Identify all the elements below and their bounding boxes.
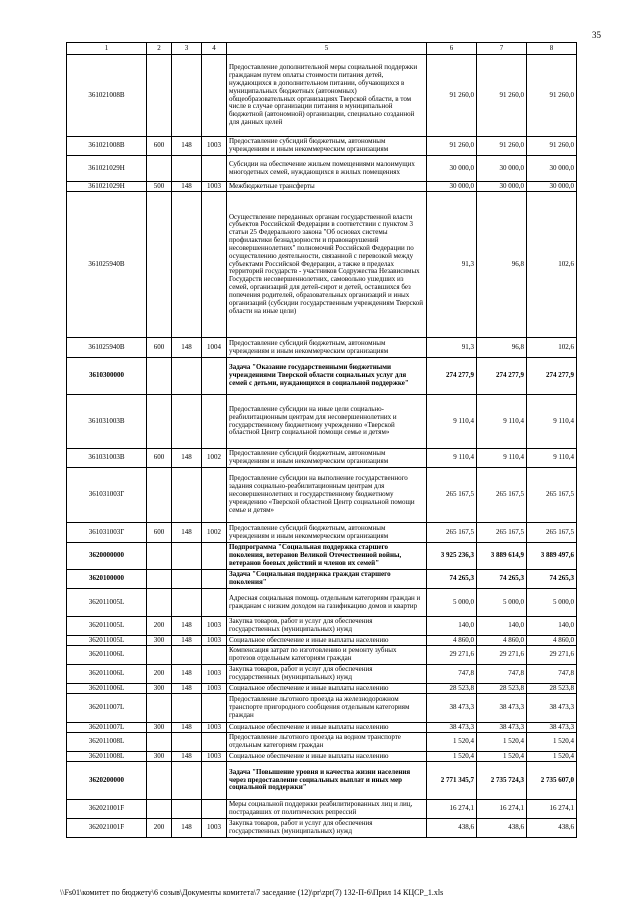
amount-year-3-cell: 38 473,3 bbox=[527, 694, 577, 723]
table-row bbox=[67, 723, 577, 733]
table-row bbox=[67, 646, 577, 665]
description-cell: Предоставление дополнительной меры социальной поддержки гражданам путем оплаты стоимости питания детей, нуждающихся в дополнительном питании, обучающихся в муниципальных бюджетных (автономных) общеобразовательных организациях Тверской области, в том числе в случае организации питания в муниципальной бюджетной (автономной) организации, специально созданной для данных целей bbox=[227, 55, 427, 137]
classification-code-cell: 361021008B bbox=[67, 55, 147, 137]
section-code-cell: 1002 bbox=[202, 449, 227, 468]
description-cell: Предоставление субсидий бюджетным, автономным учреждениям и иным некоммерческим организациям bbox=[227, 449, 427, 468]
amount-year-1-cell: 9 110,4 bbox=[427, 395, 477, 449]
description-cell: Предоставление субсидии на иные цели социально-реабилитационным центрам для несовершеннолетних и государственному бюджетному учреждению «Тверской областной Центр социальной помощи семье и детям» bbox=[227, 395, 427, 449]
amount-year-1-cell: 16 274,1 bbox=[427, 800, 477, 819]
header-col-8: 8 bbox=[527, 43, 577, 55]
department-code-cell: 148 bbox=[172, 684, 202, 694]
description-cell: Задача "Повышение уровня и качества жизни населения через предоставление социальных выплат и иных мер социальной поддержки" bbox=[227, 762, 427, 800]
amount-year-3-cell: 1 520,4 bbox=[527, 733, 577, 752]
expense-type-cell bbox=[147, 570, 172, 589]
section-code-cell: 1003 bbox=[202, 665, 227, 684]
amount-year-2-cell: 29 271,6 bbox=[477, 646, 527, 665]
amount-year-3-cell: 9 110,4 bbox=[527, 449, 577, 468]
amount-year-1-cell: 265 167,5 bbox=[427, 523, 477, 543]
amount-year-3-cell: 438,6 bbox=[527, 819, 577, 838]
description-cell: Предоставление субсидий бюджетным, автономным учреждениям и иным некоммерческим организациям bbox=[227, 523, 427, 543]
description-cell: Предоставление субсидии на выполнение государственного задания социально-реабилитационным центрам для несовершеннолетних и государственному бюджетному учреждению «Тверской областной Центр социальной помощи семье и детям» bbox=[227, 468, 427, 523]
file-path-footer: \\Fs01\комитет по бюджету\6 созыв\Документы комитета\7 заседание (12)\pr\zpr(7) 132-П-6\Прил 14 КЦСР_1.xls bbox=[60, 888, 444, 897]
table-row bbox=[67, 543, 577, 570]
department-code-cell bbox=[172, 800, 202, 819]
classification-code-cell: 362011008L bbox=[67, 752, 147, 762]
header-col-2: 2 bbox=[147, 43, 172, 55]
department-code-cell bbox=[172, 395, 202, 449]
classification-code-cell: 362011005L bbox=[67, 589, 147, 617]
amount-year-1-cell: 265 167,5 bbox=[427, 468, 477, 523]
amount-year-2-cell: 96,8 bbox=[477, 338, 527, 358]
classification-code-cell: 3620000000 bbox=[67, 543, 147, 570]
amount-year-2-cell: 9 110,4 bbox=[477, 395, 527, 449]
amount-year-2-cell: 2 735 724,3 bbox=[477, 762, 527, 800]
amount-year-2-cell: 265 167,5 bbox=[477, 468, 527, 523]
amount-year-1-cell: 29 271,6 bbox=[427, 646, 477, 665]
table-row bbox=[67, 733, 577, 752]
department-code-cell: 148 bbox=[172, 338, 202, 358]
amount-year-1-cell: 38 473,3 bbox=[427, 723, 477, 733]
header-col-3: 3 bbox=[172, 43, 202, 55]
description-cell: Субсидии на обеспечение жильем помещениями малоимущих многодетных семей, нуждающихся в жилых помещениях bbox=[227, 156, 427, 182]
department-code-cell: 148 bbox=[172, 723, 202, 733]
header-col-6: 6 bbox=[427, 43, 477, 55]
expense-type-cell: 600 bbox=[147, 338, 172, 358]
table-row bbox=[67, 468, 577, 523]
table-row bbox=[67, 192, 577, 338]
amount-year-2-cell: 28 523,8 bbox=[477, 684, 527, 694]
department-code-cell bbox=[172, 192, 202, 338]
table-row bbox=[67, 137, 577, 156]
expense-type-cell: 300 bbox=[147, 684, 172, 694]
classification-code-cell: 361021029H bbox=[67, 156, 147, 182]
header-col-4: 4 bbox=[202, 43, 227, 55]
amount-year-1-cell: 1 520,4 bbox=[427, 752, 477, 762]
amount-year-1-cell: 91 260,0 bbox=[427, 137, 477, 156]
expense-type-cell: 200 bbox=[147, 617, 172, 636]
expense-type-cell: 600 bbox=[147, 449, 172, 468]
description-cell: Задача "Социальная поддержка граждан старшего поколения" bbox=[227, 570, 427, 589]
amount-year-2-cell: 74 265,3 bbox=[477, 570, 527, 589]
section-code-cell bbox=[202, 156, 227, 182]
description-cell: Предоставление субсидий бюджетным, автономным учреждениям и иным некоммерческим организациям bbox=[227, 137, 427, 156]
amount-year-3-cell: 4 860,0 bbox=[527, 636, 577, 646]
table-row bbox=[67, 395, 577, 449]
amount-year-2-cell: 96,8 bbox=[477, 192, 527, 338]
amount-year-3-cell: 274 277,9 bbox=[527, 358, 577, 395]
department-code-cell bbox=[172, 358, 202, 395]
expense-type-cell bbox=[147, 762, 172, 800]
amount-year-1-cell: 30 000,0 bbox=[427, 182, 477, 192]
department-code-cell: 148 bbox=[172, 636, 202, 646]
department-code-cell: 148 bbox=[172, 752, 202, 762]
amount-year-2-cell: 747,8 bbox=[477, 665, 527, 684]
amount-year-2-cell: 30 000,0 bbox=[477, 156, 527, 182]
section-code-cell bbox=[202, 192, 227, 338]
section-code-cell: 1003 bbox=[202, 684, 227, 694]
amount-year-3-cell: 747,8 bbox=[527, 665, 577, 684]
expense-type-cell: 300 bbox=[147, 636, 172, 646]
amount-year-1-cell: 1 520,4 bbox=[427, 733, 477, 752]
expense-type-cell: 300 bbox=[147, 723, 172, 733]
department-code-cell: 148 bbox=[172, 665, 202, 684]
expense-type-cell: 300 bbox=[147, 752, 172, 762]
section-code-cell: 1003 bbox=[202, 819, 227, 838]
amount-year-2-cell: 91 260,0 bbox=[477, 55, 527, 137]
description-cell: Социальное обеспечение и иные выплаты населению bbox=[227, 636, 427, 646]
department-code-cell: 148 bbox=[172, 449, 202, 468]
header-col-5: 5 bbox=[227, 43, 427, 55]
amount-year-2-cell: 16 274,1 bbox=[477, 800, 527, 819]
expense-type-cell bbox=[147, 589, 172, 617]
classification-code-cell: 362021001F bbox=[67, 800, 147, 819]
description-cell: Подпрограмма "Социальная поддержка старшего поколения, ветеранов Великой Отечественной войны, ветеранов боевых действий и членов их семей" bbox=[227, 543, 427, 570]
department-code-cell bbox=[172, 468, 202, 523]
amount-year-1-cell: 9 110,4 bbox=[427, 449, 477, 468]
amount-year-2-cell: 38 473,3 bbox=[477, 723, 527, 733]
department-code-cell: 148 bbox=[172, 523, 202, 543]
section-code-cell bbox=[202, 694, 227, 723]
expense-type-cell bbox=[147, 192, 172, 338]
amount-year-3-cell: 91 260,0 bbox=[527, 55, 577, 137]
expense-type-cell: 600 bbox=[147, 137, 172, 156]
description-cell: Закупка товаров, работ и услуг для обеспечения государственных (муниципальных) нужд bbox=[227, 819, 427, 838]
classification-code-cell: 361031003B bbox=[67, 449, 147, 468]
amount-year-2-cell: 274 277,9 bbox=[477, 358, 527, 395]
amount-year-2-cell: 3 889 614,9 bbox=[477, 543, 527, 570]
amount-year-3-cell: 265 167,5 bbox=[527, 523, 577, 543]
section-code-cell: 1002 bbox=[202, 523, 227, 543]
description-cell: Предоставление субсидий бюджетным, автономным учреждениям и иным некоммерческим организациям bbox=[227, 338, 427, 358]
expense-type-cell bbox=[147, 358, 172, 395]
department-code-cell: 148 bbox=[172, 137, 202, 156]
section-code-cell bbox=[202, 570, 227, 589]
section-code-cell bbox=[202, 543, 227, 570]
amount-year-1-cell: 438,6 bbox=[427, 819, 477, 838]
amount-year-1-cell: 2 771 345,7 bbox=[427, 762, 477, 800]
expense-type-cell bbox=[147, 468, 172, 523]
expense-type-cell: 600 bbox=[147, 523, 172, 543]
classification-code-cell: 362011007L bbox=[67, 723, 147, 733]
amount-year-2-cell: 1 520,4 bbox=[477, 752, 527, 762]
table-row bbox=[67, 338, 577, 358]
table-row bbox=[67, 589, 577, 617]
amount-year-2-cell: 38 473,3 bbox=[477, 694, 527, 723]
classification-code-cell: 362011008L bbox=[67, 733, 147, 752]
amount-year-2-cell: 9 110,4 bbox=[477, 449, 527, 468]
department-code-cell bbox=[172, 543, 202, 570]
amount-year-1-cell: 747,8 bbox=[427, 665, 477, 684]
section-code-cell: 1003 bbox=[202, 137, 227, 156]
expense-type-cell bbox=[147, 156, 172, 182]
table-row bbox=[67, 156, 577, 182]
table-row bbox=[67, 636, 577, 646]
amount-year-3-cell: 265 167,5 bbox=[527, 468, 577, 523]
section-code-cell bbox=[202, 762, 227, 800]
department-code-cell bbox=[172, 156, 202, 182]
amount-year-3-cell: 30 000,0 bbox=[527, 182, 577, 192]
section-code-cell bbox=[202, 589, 227, 617]
section-code-cell: 1004 bbox=[202, 338, 227, 358]
section-code-cell bbox=[202, 733, 227, 752]
table-row bbox=[67, 762, 577, 800]
amount-year-1-cell: 28 523,8 bbox=[427, 684, 477, 694]
table-row bbox=[67, 617, 577, 636]
classification-code-cell: 362011006L bbox=[67, 665, 147, 684]
classification-code-cell: 361031003B bbox=[67, 395, 147, 449]
department-code-cell: 148 bbox=[172, 182, 202, 192]
section-code-cell bbox=[202, 358, 227, 395]
classification-code-cell: 3610300000 bbox=[67, 358, 147, 395]
amount-year-2-cell: 30 000,0 bbox=[477, 182, 527, 192]
department-code-cell bbox=[172, 762, 202, 800]
expense-type-cell: 200 bbox=[147, 665, 172, 684]
department-code-cell bbox=[172, 733, 202, 752]
classification-code-cell: 361021029H bbox=[67, 182, 147, 192]
description-cell: Осуществление переданных органам государственной власти субъектов Российской Федерации в соответствии с пунктом 3 статьи 25 Федерального закона "Об основах системы профилактики безнадзорности и правонарушений несовершеннолетних" полномочий Российской Федерации по осуществлению деятельности, связанной с перевозкой между субъектами Российской Федерации, а также в пределах территорий государств - участников Содружества Независимых Государств несовершеннолетних, самовольно ушедших из семей, организаций для детей-сирот и детей, оставшихся без попечения родителей, образовательных организаций и иных организаций (субсидии государственным учреждениям Тверской области на иные цели) bbox=[227, 192, 427, 338]
amount-year-3-cell: 140,0 bbox=[527, 617, 577, 636]
expense-type-cell bbox=[147, 55, 172, 137]
amount-year-3-cell: 102,6 bbox=[527, 192, 577, 338]
amount-year-3-cell: 102,6 bbox=[527, 338, 577, 358]
department-code-cell bbox=[172, 570, 202, 589]
header-col-7: 7 bbox=[477, 43, 527, 55]
description-cell: Социальное обеспечение и иные выплаты населению bbox=[227, 684, 427, 694]
table-row bbox=[67, 665, 577, 684]
amount-year-3-cell: 9 110,4 bbox=[527, 395, 577, 449]
page-number: 35 bbox=[592, 30, 601, 40]
description-cell: Предоставление льготного проезда на железнодорожном транспорте пригородного сообщения отдельным категориям граждан bbox=[227, 694, 427, 723]
amount-year-3-cell: 38 473,3 bbox=[527, 723, 577, 733]
amount-year-3-cell: 2 735 607,0 bbox=[527, 762, 577, 800]
amount-year-3-cell: 16 274,1 bbox=[527, 800, 577, 819]
section-code-cell: 1003 bbox=[202, 723, 227, 733]
amount-year-1-cell: 91,3 bbox=[427, 192, 477, 338]
amount-year-2-cell: 140,0 bbox=[477, 617, 527, 636]
amount-year-1-cell: 38 473,3 bbox=[427, 694, 477, 723]
section-code-cell bbox=[202, 646, 227, 665]
classification-code-cell: 361021008B bbox=[67, 137, 147, 156]
description-cell: Предоставление льготного проезда на водном транспорте отдельным категориям граждан bbox=[227, 733, 427, 752]
amount-year-3-cell: 1 520,4 bbox=[527, 752, 577, 762]
section-code-cell: 1003 bbox=[202, 752, 227, 762]
table-row bbox=[67, 819, 577, 838]
description-cell: Закупка товаров, работ и услуг для обеспечения государственных (муниципальных) нужд bbox=[227, 665, 427, 684]
description-cell: Социальное обеспечение и иные выплаты населению bbox=[227, 752, 427, 762]
description-cell: Компенсация затрат по изготовлению и ремонту зубных протезов отдельным категориям граждан bbox=[227, 646, 427, 665]
description-cell: Социальное обеспечение и иные выплаты населению bbox=[227, 723, 427, 733]
amount-year-1-cell: 4 860,0 bbox=[427, 636, 477, 646]
amount-year-2-cell: 265 167,5 bbox=[477, 523, 527, 543]
table-body bbox=[67, 55, 577, 838]
amount-year-2-cell: 4 860,0 bbox=[477, 636, 527, 646]
table-row bbox=[67, 684, 577, 694]
table-row bbox=[67, 570, 577, 589]
classification-code-cell: 3620100000 bbox=[67, 570, 147, 589]
description-cell: Закупка товаров, работ и услуг для обеспечения государственных (муниципальных) нужд bbox=[227, 617, 427, 636]
table-row bbox=[67, 800, 577, 819]
table-row bbox=[67, 752, 577, 762]
description-cell: Меры социальной поддержки реабилитированных лиц и лиц, пострадавших от политических репрессий bbox=[227, 800, 427, 819]
expense-type-cell bbox=[147, 395, 172, 449]
section-code-cell: 1003 bbox=[202, 636, 227, 646]
amount-year-3-cell: 29 271,6 bbox=[527, 646, 577, 665]
amount-year-1-cell: 91 260,0 bbox=[427, 55, 477, 137]
amount-year-3-cell: 74 265,3 bbox=[527, 570, 577, 589]
expense-type-cell: 200 bbox=[147, 819, 172, 838]
classification-code-cell: 362011005L bbox=[67, 617, 147, 636]
department-code-cell bbox=[172, 694, 202, 723]
amount-year-3-cell: 5 000,0 bbox=[527, 589, 577, 617]
expense-type-cell bbox=[147, 646, 172, 665]
expense-type-cell: 500 bbox=[147, 182, 172, 192]
expense-type-cell bbox=[147, 800, 172, 819]
amount-year-3-cell: 3 889 497,6 bbox=[527, 543, 577, 570]
amount-year-2-cell: 5 000,0 bbox=[477, 589, 527, 617]
amount-year-1-cell: 5 000,0 bbox=[427, 589, 477, 617]
description-cell: Адресная социальная помощь отдельным категориям граждан и гражданам с низким доходом на газификацию домов и квартир bbox=[227, 589, 427, 617]
expense-type-cell bbox=[147, 694, 172, 723]
table-row bbox=[67, 449, 577, 468]
expense-type-cell bbox=[147, 543, 172, 570]
section-code-cell bbox=[202, 395, 227, 449]
department-code-cell: 148 bbox=[172, 617, 202, 636]
classification-code-cell: 362021001F bbox=[67, 819, 147, 838]
amount-year-1-cell: 140,0 bbox=[427, 617, 477, 636]
table-row bbox=[67, 523, 577, 543]
amount-year-1-cell: 74 265,3 bbox=[427, 570, 477, 589]
description-cell: Межбюджетные трансферты bbox=[227, 182, 427, 192]
amount-year-2-cell: 438,6 bbox=[477, 819, 527, 838]
amount-year-1-cell: 91,3 bbox=[427, 338, 477, 358]
section-code-cell: 1003 bbox=[202, 617, 227, 636]
description-cell: Задача "Оказание государственными бюджетными учреждениями Тверской области социальных услуг для семей с детьми, нуждающихся в социальной поддержке" bbox=[227, 358, 427, 395]
department-code-cell: 148 bbox=[172, 819, 202, 838]
table-row bbox=[67, 182, 577, 192]
section-code-cell: 1003 bbox=[202, 182, 227, 192]
amount-year-3-cell: 91 260,0 bbox=[527, 137, 577, 156]
department-code-cell bbox=[172, 646, 202, 665]
amount-year-1-cell: 3 925 236,3 bbox=[427, 543, 477, 570]
header-row bbox=[67, 43, 577, 55]
amount-year-3-cell: 28 523,8 bbox=[527, 684, 577, 694]
section-code-cell bbox=[202, 800, 227, 819]
amount-year-2-cell: 1 520,4 bbox=[477, 733, 527, 752]
table-row bbox=[67, 358, 577, 395]
classification-code-cell: 361031003Г bbox=[67, 468, 147, 523]
amount-year-2-cell: 91 260,0 bbox=[477, 137, 527, 156]
classification-code-cell: 362011005L bbox=[67, 636, 147, 646]
budget-table bbox=[66, 42, 577, 838]
header-col-1: 1 bbox=[67, 43, 147, 55]
table-row bbox=[67, 694, 577, 723]
classification-code-cell: 3620200000 bbox=[67, 762, 147, 800]
expense-type-cell bbox=[147, 733, 172, 752]
section-code-cell bbox=[202, 55, 227, 137]
classification-code-cell: 361025940B bbox=[67, 192, 147, 338]
department-code-cell bbox=[172, 589, 202, 617]
classification-code-cell: 362011007L bbox=[67, 694, 147, 723]
department-code-cell bbox=[172, 55, 202, 137]
classification-code-cell: 362011006L bbox=[67, 684, 147, 694]
classification-code-cell: 361025940B bbox=[67, 338, 147, 358]
section-code-cell bbox=[202, 468, 227, 523]
classification-code-cell: 361031003Г bbox=[67, 523, 147, 543]
amount-year-3-cell: 30 000,0 bbox=[527, 156, 577, 182]
amount-year-1-cell: 274 277,9 bbox=[427, 358, 477, 395]
amount-year-1-cell: 30 000,0 bbox=[427, 156, 477, 182]
classification-code-cell: 362011006L bbox=[67, 646, 147, 665]
table-row bbox=[67, 55, 577, 137]
